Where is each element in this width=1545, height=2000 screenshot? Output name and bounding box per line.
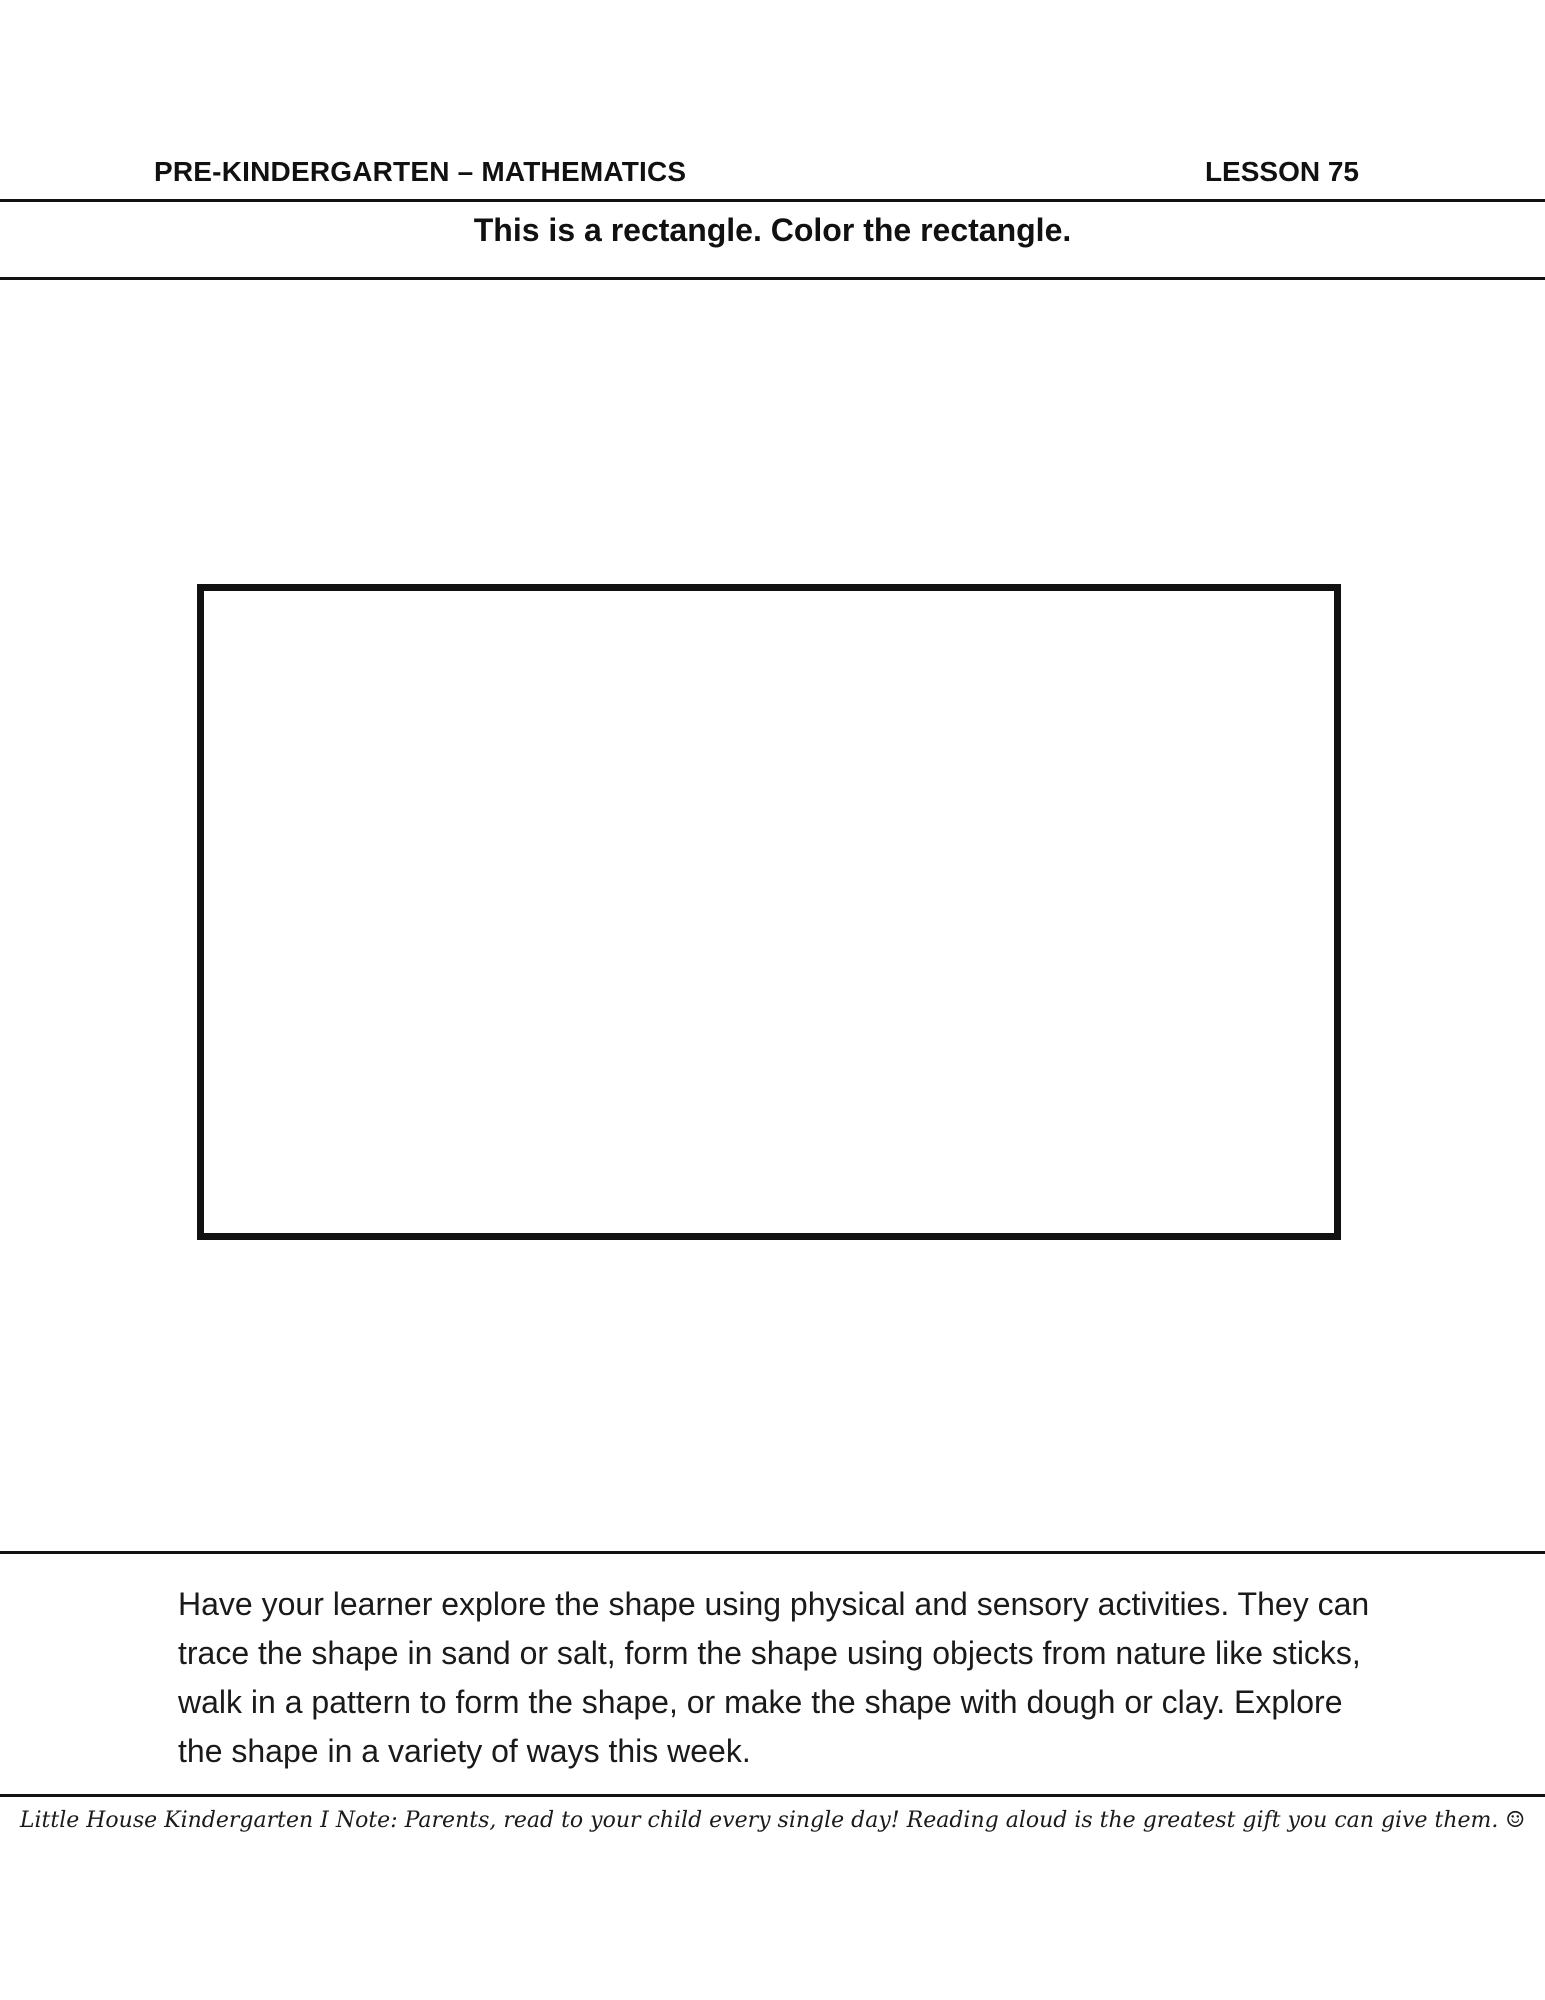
note-top-divider bbox=[0, 1551, 1545, 1554]
subject-title: PRE-KINDERGARTEN – MATHEMATICS bbox=[154, 156, 687, 187]
footer-divider bbox=[0, 1794, 1545, 1797]
lesson-number: LESSON 75 bbox=[1204, 156, 1359, 187]
worksheet-header bbox=[0, 150, 1545, 194]
instruction-text: This is a rectangle. Color the rectangle. bbox=[473, 212, 1072, 248]
rectangle-shape-outline[interactable] bbox=[197, 584, 1341, 1240]
footer-note: Little House Kindergarten I Note: Parents, read to your child every single day! Reading aloud is the greatest gift you can give them. ☺ bbox=[19, 1808, 1526, 1833]
parent-note-text: Have your learner explore the shape using physical and sensory activities. They can trace the shape in sand or salt, form the shape using objects from nature like sticks, walk in a pattern to form the shape, or make the shape with dough or clay. Explore the shape in a variety of ways this week. bbox=[178, 1586, 1370, 1769]
instruction-divider bbox=[0, 277, 1545, 280]
header-divider bbox=[0, 199, 1545, 202]
